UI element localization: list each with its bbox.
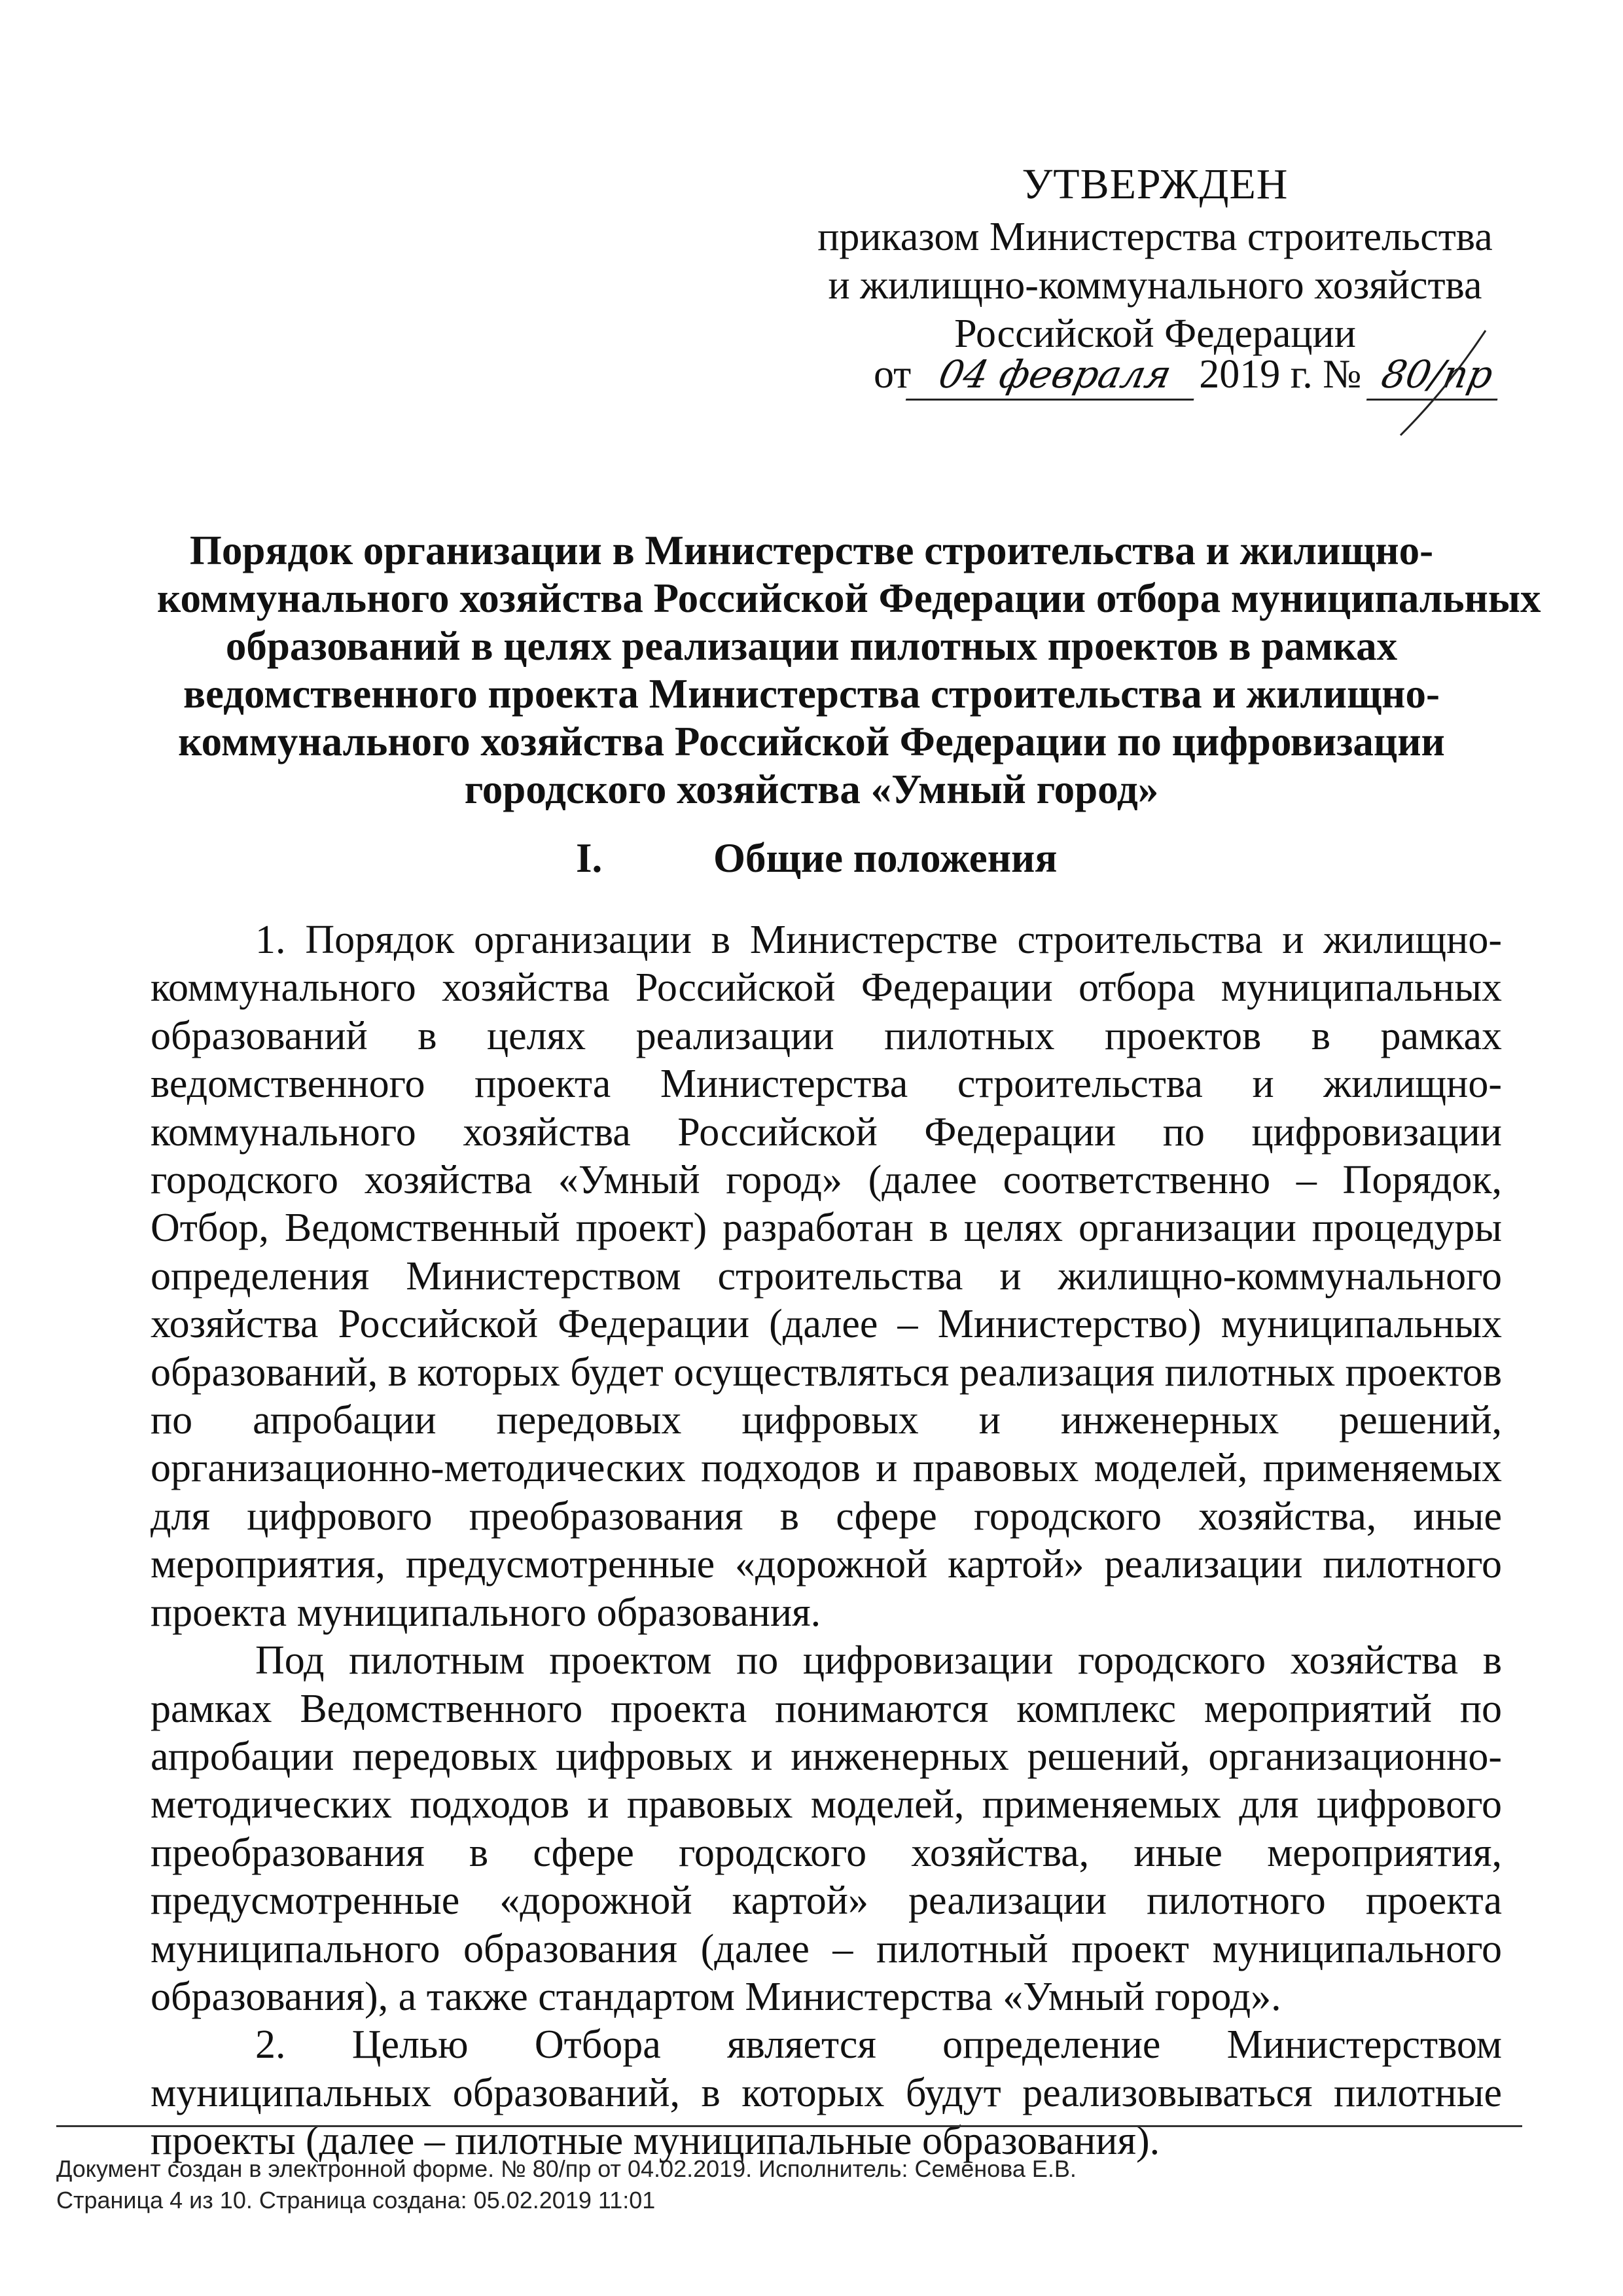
section-heading (576, 834, 1230, 882)
approval-line-2: и жилищно-коммунального хозяйства (828, 263, 1482, 308)
approval-line-1: приказом Министерства строительства (817, 215, 1493, 259)
section-number: I. (576, 835, 603, 881)
title-line: городского хозяйства «Умный город» (464, 766, 1159, 812)
footer-divider (56, 2125, 1522, 2127)
title-line: коммунального хозяйства Российской Федерации по цифровизации (178, 719, 1445, 764)
approval-line-3: Российской Федерации (954, 312, 1356, 356)
section-title: Общие положения (713, 835, 1058, 881)
order-year-text: 2019 г. № (1199, 352, 1362, 397)
title-line: коммунального хозяйства Российской Федерации отбора муниципальных (157, 575, 1541, 621)
footer-page-info: Страница 4 из 10. Страница создана: 05.02.2019 11:01 (56, 2187, 656, 2214)
approval-heading: УТВЕРЖДЕН (1022, 160, 1289, 208)
title-line: образований в целях реализации пилотных проектов в рамках (225, 623, 1398, 669)
order-from-label: от (874, 352, 912, 397)
title-line: Порядок организации в Министерстве строительства и жилищно- (189, 528, 1434, 573)
title-line: ведомственного проекта Министерства строительства и жилищно- (183, 671, 1440, 717)
document-body (151, 916, 1502, 2166)
order-number-handwritten: 80/пр (1366, 350, 1508, 401)
signature-stroke-icon (1322, 317, 1518, 442)
paragraph: Под пилотным проектом по цифровизации городского хозяйства в рамках Ведомственного проекта понимаются комплекс мероприятий по апробации передовых цифровых и инженерных решений, организационно-методических подходов и правовых моделей, применяемых для цифрового преобразования в сфере городского хозяйства, иные мероприятия, предусмотренные «дорожной картой» реализации пилотного проекта муниципального образования (далее – пилотный проект муниципального образования), а также стандартом Министерства «Умный город». (151, 1638, 1502, 2019)
page-footer (56, 2153, 1522, 2216)
paragraph: 1. Порядок организации в Министерстве строительства и жилищно-коммунального хозяйства Российской Федерации отбора муниципальных образований в целях реализации пилотных проектов в рамках ведомственного проекта Министерства строительства и жилищно-коммунального хозяйства Российской Федерации по цифровизации городского хозяйства «Умный город» (далее соответственно – Порядок, Отбор, Ведомственный проект) разработан в целях организации процедуры определения Министерством строительства и жилищно-коммунального хозяйства Российской Федерации (далее – Министерство) муниципальных образований, в которых будет осуществляться реализация пилотных проектов по апробации передовых цифровых и инженерных решений, организационно-методических подходов и правовых моделей, применяемых для цифрового преобразования в сфере городского хозяйства, иные мероприятия, предусмотренные «дорожной картой» реализации пилотного проекта муниципального образования. (151, 918, 1502, 1635)
paragraph: 2. Целью Отбора является определение Министерством муниципальных образований, в которых будут реализовываться пилотные проекты (далее – пилотные муниципальные образования). (151, 2022, 1502, 2164)
order-date-handwritten: 04 февраля (906, 350, 1204, 401)
document-title (157, 527, 1541, 814)
footer-document-info: Документ создан в электронной форме. № 80/пр от 04.02.2019. Исполнитель: Семенова Е.В. (56, 2155, 1077, 2182)
